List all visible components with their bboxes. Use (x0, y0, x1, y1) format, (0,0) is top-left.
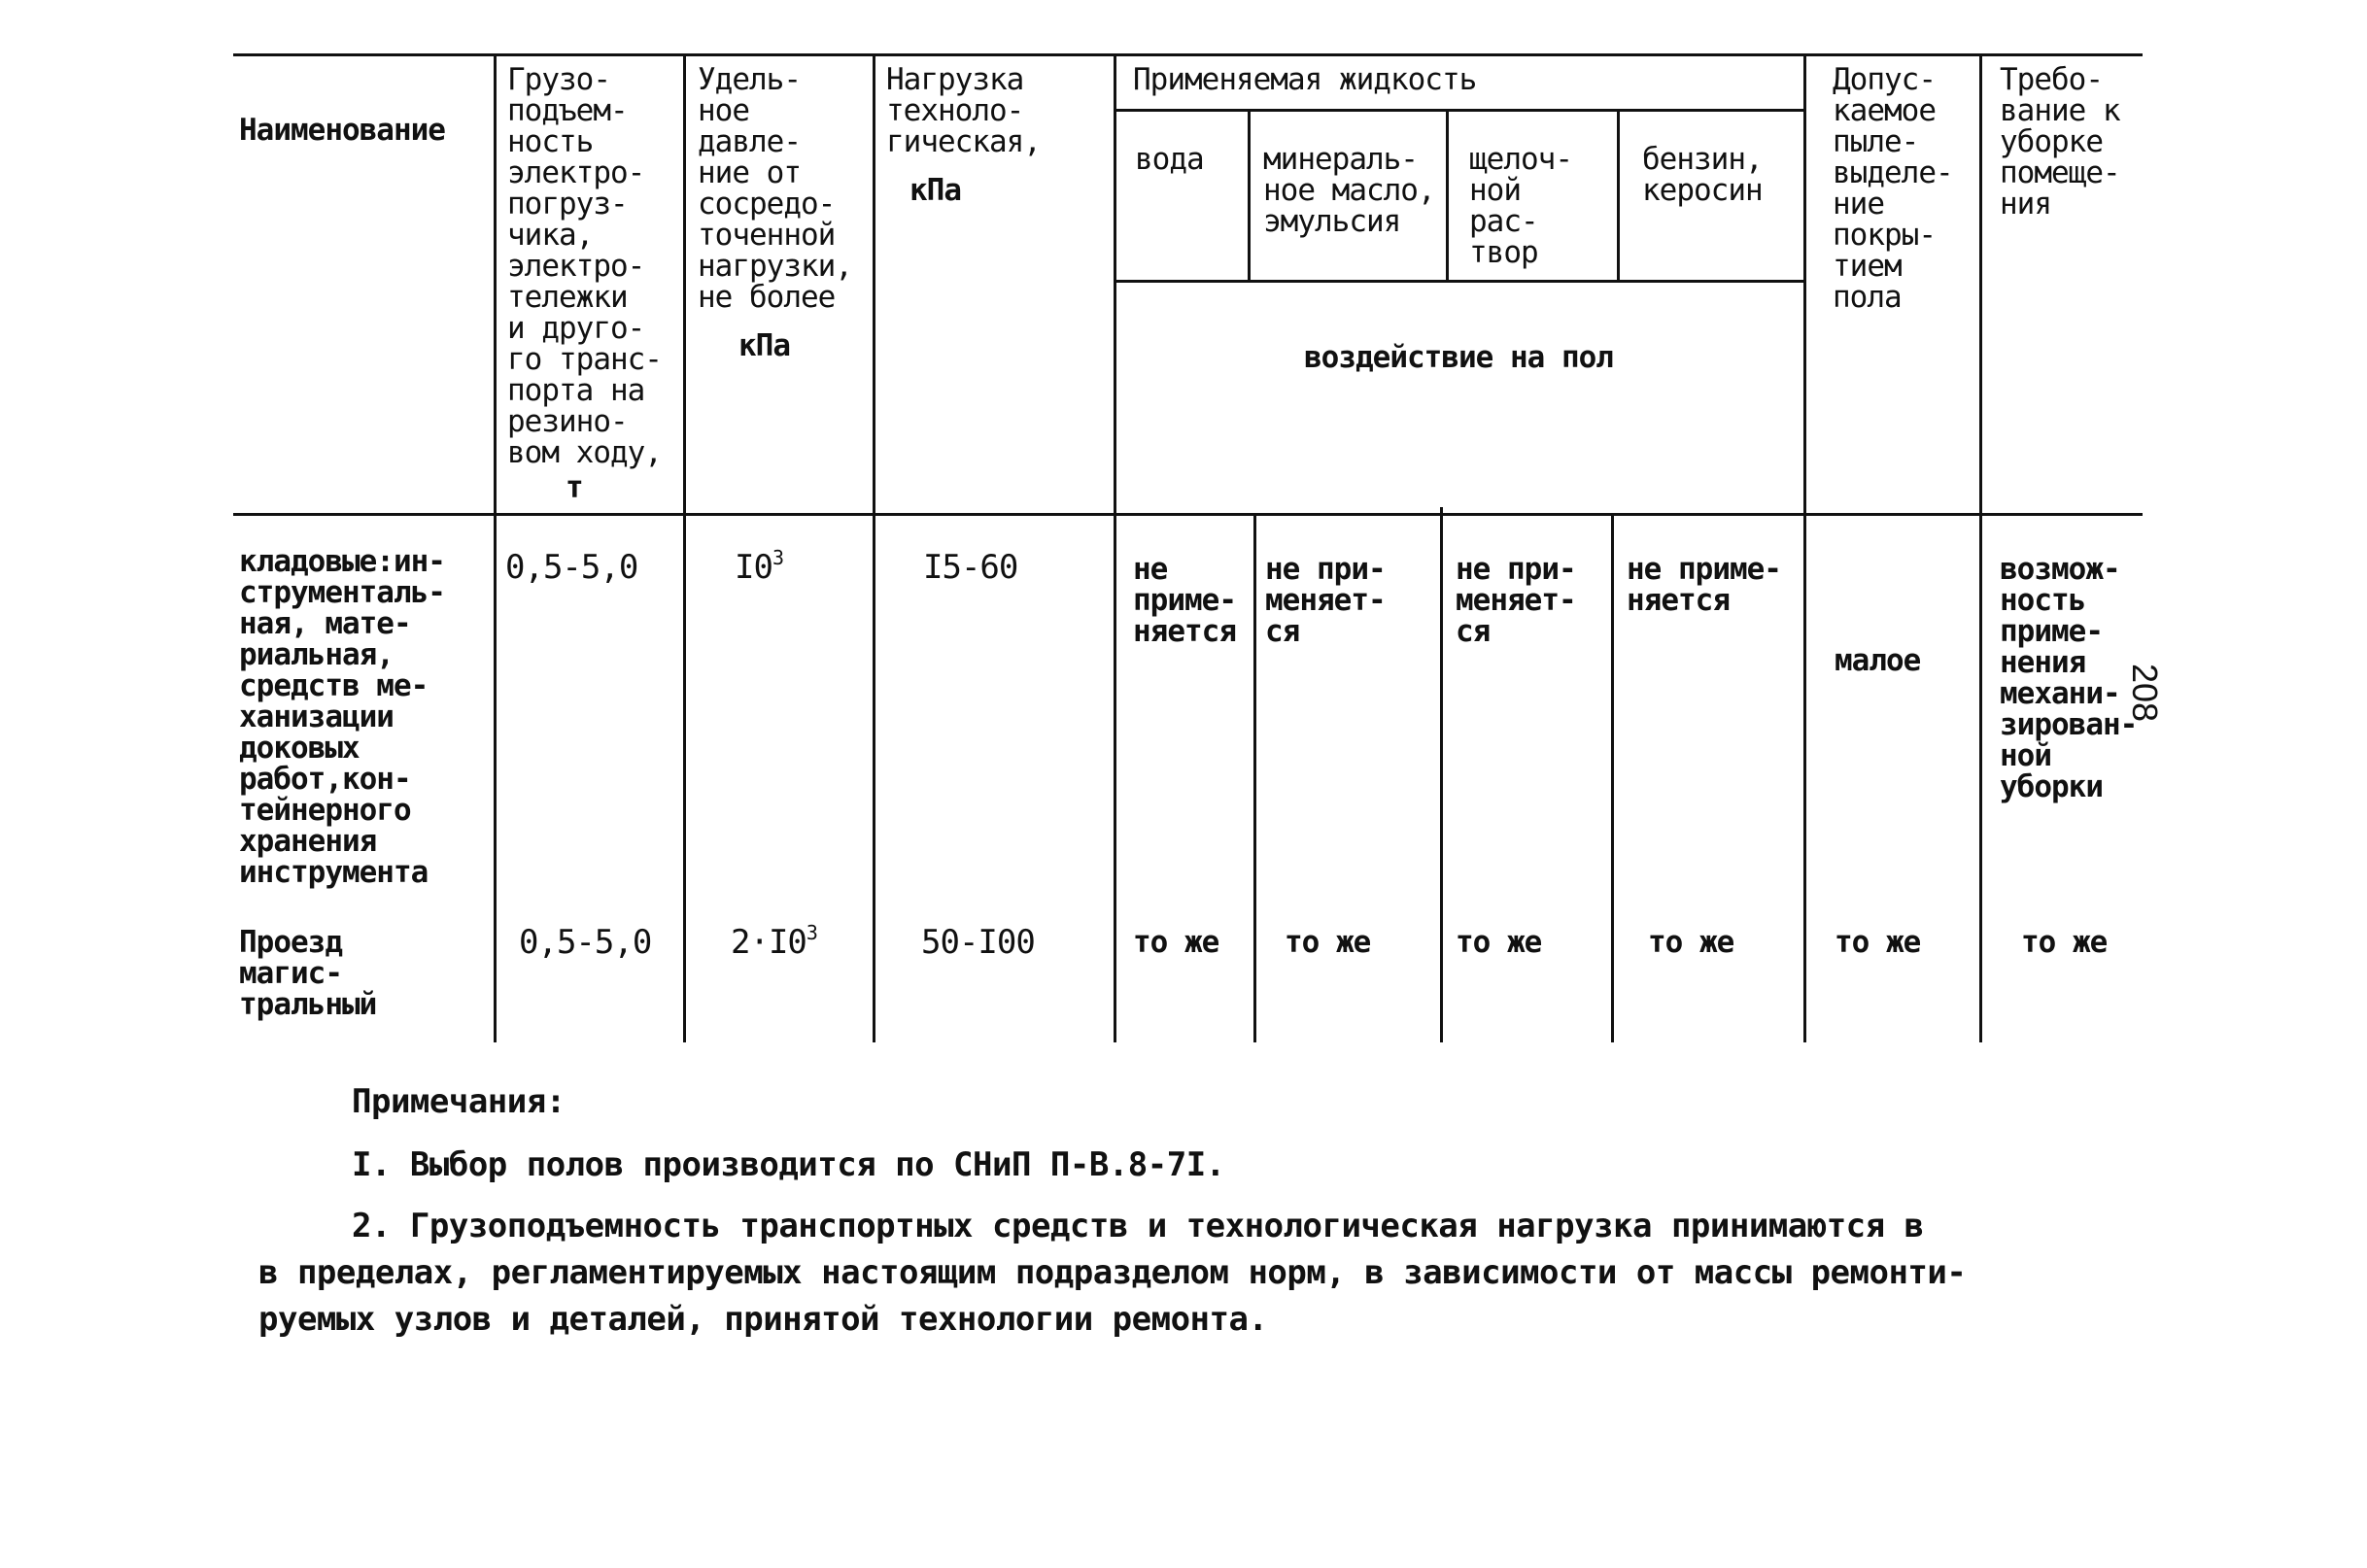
row2-petrol: то же (1648, 925, 1734, 960)
row2-dust: то же (1835, 925, 1921, 960)
row2-pressure-exp: 3 (806, 920, 817, 944)
header-liquid-alkali: щелоч- ной рас- твор (1469, 142, 1572, 270)
row1-pressure-exp: 3 (772, 545, 783, 569)
row2-capacity: 0,5-5,0 (519, 923, 652, 962)
column-divider-4 (1114, 53, 1116, 1042)
liquid-divider-water (1248, 109, 1251, 282)
header-pressure: Удель- ное давле- ние от сосредо- точенной нагрузки, не более (698, 62, 852, 315)
row1-load: I5-60 (923, 548, 1018, 587)
note-2-line-1: 2. Грузоподъемность транспортных средств и технологическая нагрузка принимаются в (352, 1207, 1924, 1245)
column-divider-2 (683, 53, 686, 1042)
row1-pressure-base: I0 (735, 548, 772, 587)
row1-oil: не при- меняет- ся (1265, 552, 1386, 649)
header-load: Нагрузка техноло- гическая, (886, 62, 1041, 159)
liquid-subheader-divider (1115, 280, 1805, 283)
row2-load: 50-I00 (921, 923, 1035, 962)
liquid-divider-oil (1446, 109, 1449, 282)
row1-name: кладовые:ин- струменталь- ная, мате- риальная, средств ме- ханизации доковых работ,кон- тейнерного хранения инструмента (239, 544, 445, 890)
column-divider-1 (494, 53, 497, 1042)
header-pressure-unit: кПа (738, 328, 790, 363)
row1-alkali: не при- меняет- ся (1456, 552, 1576, 649)
header-name: Наименование (239, 113, 445, 148)
liquid-header-divider (1115, 109, 1805, 112)
liquid-divider-alkali (1617, 109, 1620, 282)
row2-pressure-base: 2·I0 (731, 923, 806, 962)
notes-title: Примечания: (352, 1082, 566, 1121)
liquid-divider-alkali-lower (1611, 515, 1614, 1042)
row1-pressure (735, 545, 783, 587)
liquid-divider-oil-lower (1440, 507, 1443, 1042)
header-cleaning: Требо- вание к уборке помеще- ния (2000, 62, 2120, 222)
column-divider-6 (1979, 53, 1982, 1042)
row1-water: не приме- няется (1133, 552, 1236, 649)
row2-alkali: то же (1456, 925, 1542, 960)
row2-cleaning: то же (2021, 925, 2108, 960)
row1-petrol: не приме- няется (1627, 552, 1781, 618)
row1-cleaning: возмож- ность приме- нения механи- зирован- ной уборки (2000, 552, 2138, 804)
header-load-unit: кПа (909, 173, 961, 208)
note-2-line-2: в пределах, регламентируемых настоящим подразделом норм, в зависимости от массы ремонти- (258, 1253, 1967, 1292)
header-liquid-oil: минераль- ное масло, эмульсия (1263, 142, 1435, 239)
header-capacity-unit: т (566, 470, 583, 505)
row2-pressure (731, 920, 817, 962)
row2-oil: то же (1285, 925, 1371, 960)
note-1: I. Выбор полов производится по СНиП П-В.8-7I. (352, 1145, 1225, 1184)
row2-water: то же (1133, 925, 1219, 960)
header-floor-effect: воздействие на пол (1304, 340, 1613, 375)
table-top-border (233, 53, 2143, 56)
note-2-line-3: руемых узлов и деталей, принятой технологии ремонта. (258, 1300, 1268, 1339)
column-divider-3 (873, 53, 875, 1042)
row2-name: Проезд магис- тральный (239, 925, 377, 1022)
header-capacity: Грузо- подъем- ность электро- погруз- чика, электро- тележки и друго- го транс- порта на резино- вом ходу, (507, 62, 662, 470)
header-dust: Допус- каемое пыле- выделе- ние покры- тием пола (1833, 62, 1953, 315)
page-number: 208 (2125, 664, 2165, 723)
row1-dust: малое (1835, 643, 1921, 678)
column-divider-5 (1803, 53, 1806, 1042)
liquid-divider-water-lower (1253, 515, 1256, 1042)
header-bottom-border (233, 513, 2143, 516)
header-liquid-water: вода (1135, 142, 1204, 177)
header-liquid-petrol: бензин, керосин (1642, 142, 1763, 208)
row1-capacity: 0,5-5,0 (505, 548, 638, 587)
header-liquid-group: Применяемая жидкость (1133, 62, 1477, 97)
